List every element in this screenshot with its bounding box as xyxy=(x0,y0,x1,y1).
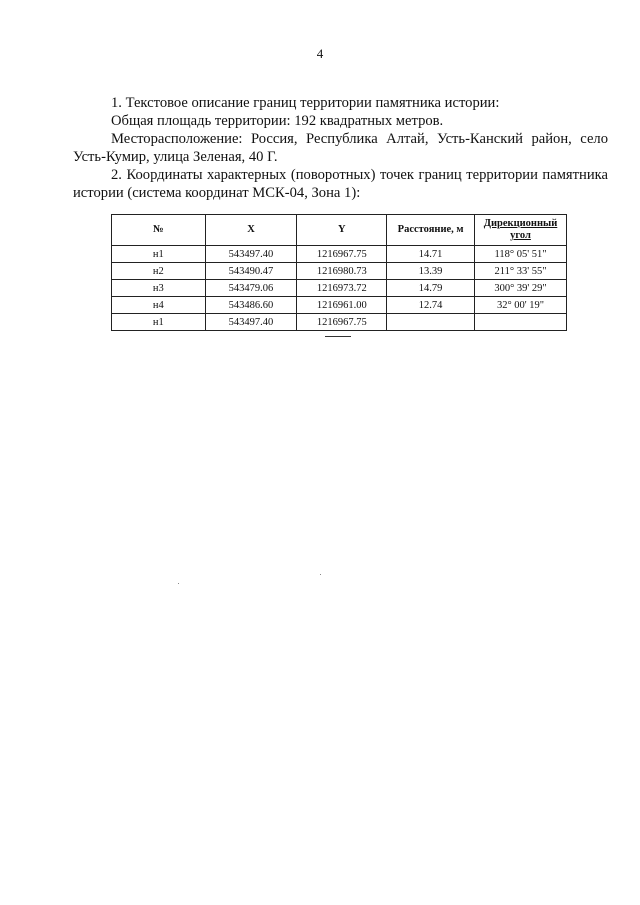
header-number: № xyxy=(112,215,206,246)
table-row xyxy=(112,280,567,297)
point-name: н4 xyxy=(112,297,206,314)
table-row xyxy=(112,263,567,280)
direction-angle: 118° 05' 51" xyxy=(475,246,567,263)
total-area-line: Общая площадь территории: 192 квадратных метров. xyxy=(111,113,444,129)
distance: 14.79 xyxy=(387,280,475,297)
distance: 13.39 xyxy=(387,263,475,280)
coord-x: 543497.40 xyxy=(205,246,297,263)
direction-angle: 300° 39' 29" xyxy=(475,280,567,297)
direction-angle: 32° 00' 19" xyxy=(475,297,567,314)
scan-speck xyxy=(178,583,179,584)
coord-y: 1216961.00 xyxy=(297,297,387,314)
table-row xyxy=(112,297,567,314)
header-y: Y xyxy=(297,215,387,246)
header-x: X xyxy=(205,215,297,246)
distance: 14.71 xyxy=(387,246,475,263)
point-name: н2 xyxy=(112,263,206,280)
coordinates-table xyxy=(111,214,567,331)
header-distance: Расстояние, м xyxy=(387,215,475,246)
header-direction-angle-label: Дирекционный угол xyxy=(483,218,558,241)
header-direction-angle xyxy=(475,215,567,246)
page-number: 4 xyxy=(316,46,324,61)
direction-angle xyxy=(475,314,567,331)
direction-angle: 211° 33' 55" xyxy=(475,263,567,280)
section-2-heading: 2. Координаты характерных (поворотных) точек границ территории памятника истории (система координат МСК-04, Зона 1): xyxy=(73,167,608,201)
coord-x: 543479.06 xyxy=(205,280,297,297)
point-name: н1 xyxy=(112,246,206,263)
coord-x: 543497.40 xyxy=(205,314,297,331)
table-row xyxy=(112,246,567,263)
coord-y: 1216980.73 xyxy=(297,263,387,280)
coord-x: 543486.60 xyxy=(205,297,297,314)
location-line: Месторасположение: Россия, Республика Алтай, Усть-Канский район, село Усть-Кумир, улица Зеленая, 40 Г. xyxy=(73,131,608,165)
distance xyxy=(387,314,475,331)
table-row xyxy=(112,314,567,331)
distance: 12.74 xyxy=(387,297,475,314)
section-1-heading: 1. Текстовое описание границ территории памятника истории: xyxy=(111,95,500,111)
coord-y: 1216967.75 xyxy=(297,314,387,331)
table-header-row xyxy=(112,215,567,246)
point-name: н1 xyxy=(112,314,206,331)
point-name: н3 xyxy=(112,280,206,297)
scan-speck xyxy=(320,574,321,575)
coord-x: 543490.47 xyxy=(205,263,297,280)
coord-y: 1216967.75 xyxy=(297,246,387,263)
end-of-text-rule xyxy=(325,336,351,337)
coord-y: 1216973.72 xyxy=(297,280,387,297)
document-body xyxy=(73,94,608,202)
